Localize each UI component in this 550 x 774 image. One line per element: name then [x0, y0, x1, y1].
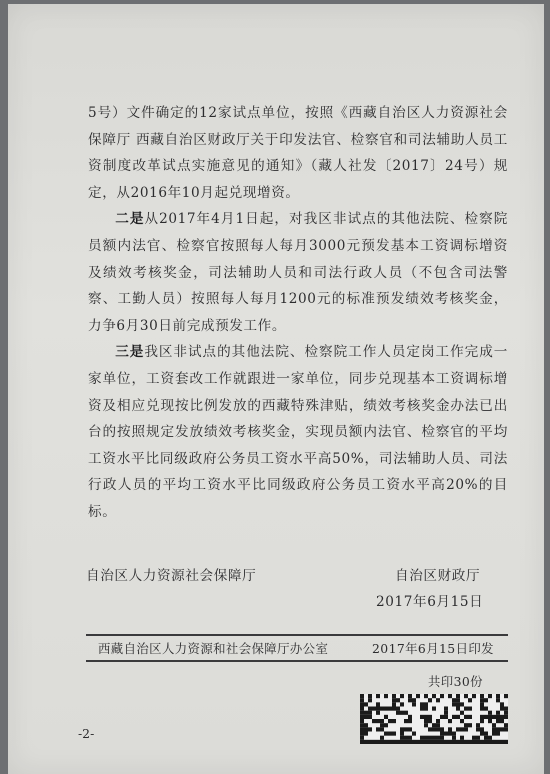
- footer-bottom-rule: [86, 660, 508, 662]
- copies-count: 共印30份: [428, 674, 483, 689]
- signature-hr-department: 自治区人力资源社会保障厅: [86, 568, 257, 584]
- paragraph-text: 我区非试点的其他法院、检察院工作人员定岗工作完成一家单位，工资套改工作就跟进一家单位，同步兑现基本工资调标增资及相应兑现按比例发放的西藏特殊津贴，绩效考核奖金办法已出台的按照规定发放绩效考核奖金，实现员额内法官、检察官的平均工资水平比同级政府公务员工资水平高50%，司法辅助人员、司法行政人员的平均工资水平比同级政府公务员工资水平高20%的目标。: [88, 344, 508, 520]
- issuing-office: 西藏自治区人力资源和社会保障厅办公室: [98, 641, 329, 656]
- paragraph-2: [88, 206, 508, 339]
- print-date: 2017年6月15日印发: [372, 641, 494, 656]
- paragraph-lead: 二是: [115, 211, 145, 228]
- paragraph-lead: 三是: [115, 344, 145, 361]
- document-page: [8, 4, 544, 774]
- signature-finance-department: 自治区财政厅: [395, 568, 481, 584]
- paragraph-text: 从2017年4月1日起，对我区非试点的其他法院、检察院员额内法官、检察官按照每人每月3000元预发基本工资调标增资及绩效考核奖金，司法辅助人员和司法行政人员（不包含司法警察、工勤人员）按照每人每月1200元的标准预发绩效考核奖金，力争6月30日前完成预发工作。: [88, 211, 509, 334]
- page-number: -2-: [78, 726, 95, 741]
- signature-date: 2017年6月15日: [376, 594, 484, 610]
- paragraph-text: 5号）文件确定的12家试点单位，按照《西藏自治区人力资源社会保障厅 西藏自治区财政厅关于印发法官、检察官和司法辅助人员工资制度改革试点实施意见的通知》（藏人社发〔2017〕24号）规定，从2016年10月起兑现增资。: [88, 105, 508, 201]
- paragraph-1: [88, 100, 508, 206]
- barcode-icon: [360, 694, 508, 744]
- document-body: [88, 100, 508, 526]
- paragraph-3: [88, 339, 508, 525]
- footer-top-rule: [86, 634, 508, 636]
